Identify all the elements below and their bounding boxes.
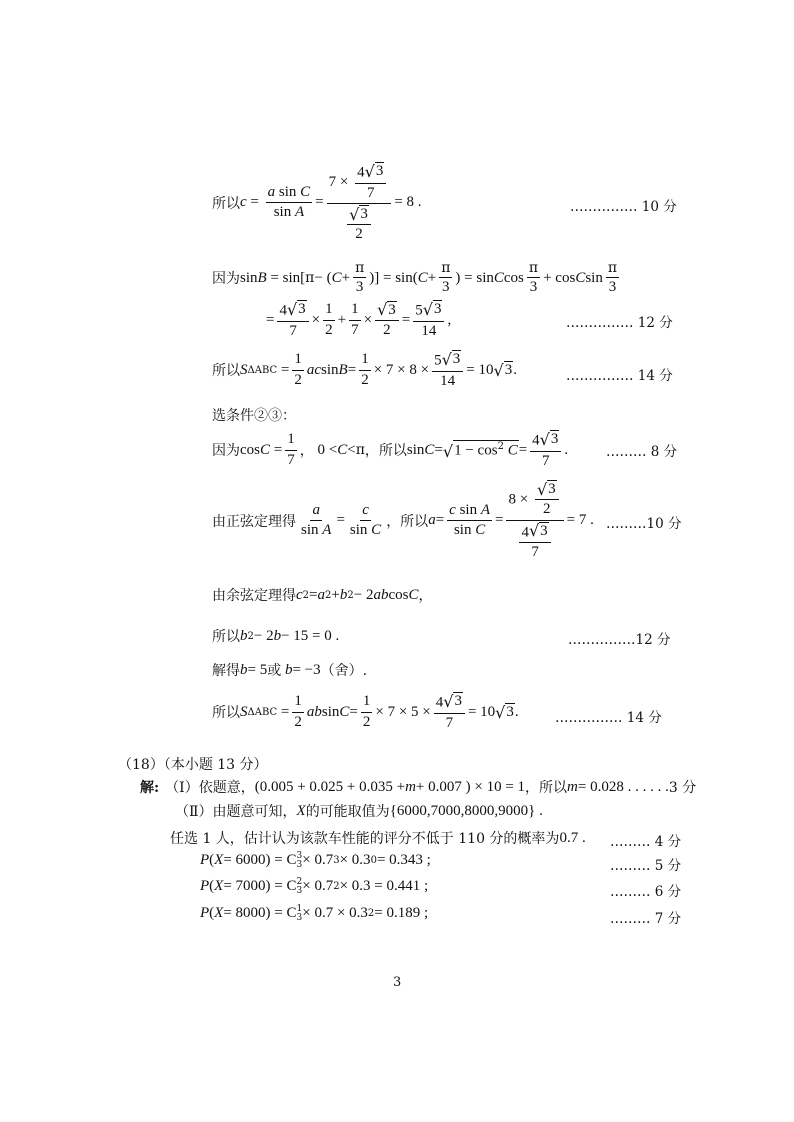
score-label: ……… 7 分 [610,911,682,927]
score-label: ……… 8 分 [606,444,678,460]
mid-text: 所以 [378,443,407,459]
choice-heading [212,405,296,425]
prob-8000: P ( X = 8000) = C 1 3 × 0.7 × 0.3 2 = 0.189 ; [200,904,429,923]
q18-header-text: （18）（本小题 13 分） [118,757,268,773]
lead-text: 因为 [212,271,240,288]
equation-c: 所以 c = $\frac{\text{a sin C}}{\text{sin A}}$ = 7 × 4 √ 3 7 √ 3 2 = 8 . [212,161,422,243]
prob-6000: P ( X = 6000) = C 3 3 × 0.7 3 × 0.3 0 = 0.343 ; [200,851,431,870]
solve-label: 解: [140,780,160,796]
part1-mid: ，所以 [525,780,568,796]
lead-text: 因为 [212,443,240,459]
score-label: ……… 5 分 [610,858,682,874]
choice-text: 选条件②③： [212,408,296,424]
q18-pick: 任选 1 人，估计认为该款车性能的评分不低于 110 分的概率为 0.7 . [170,829,586,847]
lead-text: 所以 [212,629,240,645]
score-label: …………… 14 分 [566,368,673,384]
score-label: ……… 4 分 [610,834,682,850]
equation-area-1: 所以 S ΔABC = $\frac{1}{2}$ ac sin B = $\frac{1}{2}$ × 7 × 8 × 5 √ 3 14 = 10 √ 3 . [212,349,517,389]
equation-quadratic: 所以 b 2 − 2 b − 15 = 0 . [212,627,340,645]
comma: ， [299,443,314,459]
lead-text: 所以 [212,195,240,212]
equation-sinB: 因为 sin B = sin[ π − ( C + $\frac{\pi}{3}$ )] = sin( C + $\frac{\pi}{3}$ ) = sin C cos $\frac{\pi}{3}$ + cos C sin $\frac{\pi}{3}$ [212,260,618,296]
mid-text: ，所以 [386,513,429,530]
score-label: ……………12 分 [568,632,671,648]
equation-law-of-cosines: 由余弦定理得 c 2 = a 2 + b 2 − 2 ab cos C ， [212,586,433,604]
lead-text: 由余弦定理得 [212,588,296,604]
prob-7000: P ( X = 7000) = C 2 3 × 0.7 2 × 0.3 = 0.441 ; [200,877,429,896]
lead-text: 由正弦定理得 [212,513,296,530]
equation-cosC: 因为 cos C = $\frac{1}{7}$ ， 0 < C < π ， 所以 sin C = √ $1 - \cos^2 C$ = 4 √ 3 7 . [212,429,569,469]
page-number: 3 [393,975,402,990]
score-label: ………10 分 [606,516,682,532]
q18-part1: 解: （Ⅰ）依题意， (0.005 + 0.025 + 0.035 + m + 0.007 ) × 10 = 1 ，所以 m = 0.028 . . . . . . 3 分 [140,778,697,796]
part2-label: （Ⅱ）由题意可知， [175,804,297,820]
part2-text: 的可能取值为 [305,804,390,820]
or-text: 或 [267,663,282,679]
part1-label: （Ⅰ）依题意， [165,780,255,796]
score-label: …………… 12 分 [566,315,673,331]
score-label: …………… 14 分 [555,710,662,726]
q18-part2: （Ⅱ）由题意可知， X 的可能取值为 {6000,7000,8000,9000} . [175,802,543,820]
lead-text: 解得 [212,663,240,679]
score-label: ……… 6 分 [610,884,682,900]
equation-area-2: 所以 S ΔABC = $\frac{1}{2}$ ab sin C = $\frac{1}{2}$ × 7 × 5 × 4 √ 3 7 = 10 √ 3 . [212,691,519,731]
lead-text: 所以 [212,705,240,721]
equation-sinB-value: = 4 √ 3 7 × $\frac{1}{2}$ + $\frac{1}{7}$ × √ 3 2 = 5 √ 3 14 , [266,299,452,339]
lead-text: 所以 [212,363,240,379]
q18-header [118,754,268,774]
score-label: 3 分 [668,780,697,796]
tail-text: （舍）. [320,663,368,679]
pick-text: 任选 1 人，估计认为该款车性能的评分不低于 110 分的概率为 [170,831,560,847]
equation-law-of-sines: 由正弦定理得 $\frac{a}{\text{sin A}}$ = $\frac{c}{\text{sin C}}$ ，所以 a = $\frac{\text{c sin A}}{\text{sin C}}$ = 8 × √ 3 2 4 √ 3 7 = 7 . [212,479,594,561]
equation-solution: 解得 b = 5 或 b = −3 （舍）. [212,661,368,679]
score-label: …………… 10 分 [570,199,677,215]
